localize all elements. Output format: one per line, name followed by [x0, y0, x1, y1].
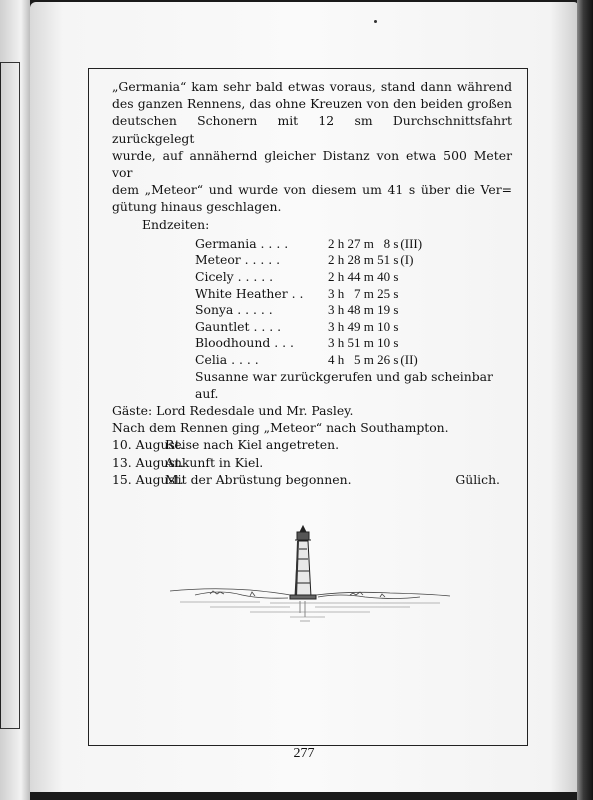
susanne-note: Susanne war zurückgerufen und gab scheinbar auf.: [195, 368, 493, 401]
result-row: [195, 351, 512, 368]
result-row: [195, 334, 512, 351]
guests-line: Gäste: Lord Redesdale und Mr. Pasley.: [112, 402, 354, 418]
placing: (III): [400, 235, 423, 251]
result-row: [195, 235, 512, 252]
yacht-name: Celia . . . .: [195, 351, 259, 367]
finish-time: 3 h 49 m 10 s: [328, 318, 399, 334]
entry-date: 13. August.: [112, 454, 184, 470]
result-row: [195, 268, 512, 285]
finish-time: 2 h 28 m 51 s: [328, 252, 399, 268]
yacht-name: Cicely . . . . .: [195, 269, 274, 285]
log-entry: [112, 436, 512, 453]
result-row: [195, 251, 512, 268]
signature: Gülich.: [455, 471, 500, 487]
result-row: [195, 285, 512, 302]
endzeiten-heading: Endzeiten:: [142, 216, 210, 232]
results-table: [195, 235, 512, 368]
yacht-name: Sonya . . . . .: [195, 302, 273, 318]
placing: (II): [400, 351, 418, 367]
yacht-name: Gauntlet . . . .: [195, 318, 282, 334]
paragraph-line: wurde, auf annähernd gleicher Distanz von etwa 500 Meter vor: [112, 147, 512, 181]
finish-time: 3 h 7 m 25 s: [328, 285, 399, 301]
log-entries: [112, 436, 512, 488]
entry-text: Mit der Abrüstung begonnen.: [165, 471, 352, 487]
finish-time: 2 h 27 m 8 s: [328, 235, 399, 251]
after-race-line: Nach dem Rennen ging „Meteor“ nach Southampton.: [112, 420, 449, 436]
paragraph-line: dem „Meteor“ und wurde von diesem um 41 s über die Ver=: [112, 182, 512, 198]
entry-date: 15. August.: [112, 471, 184, 487]
left-page-frame: [0, 62, 20, 729]
yacht-name: White Heather . .: [195, 285, 304, 301]
entry-date: 10. August.: [112, 437, 184, 453]
paragraph-line: deutschen Schonern mit 12 sm Durchschnittsfahrt zurückgelegt: [112, 113, 512, 146]
finish-time: 3 h 51 m 10 s: [328, 335, 399, 351]
paragraph-line: des ganzen Rennens, das ohne Kreuzen von den beiden großen: [112, 96, 512, 112]
page-number: 277: [293, 746, 315, 761]
placing: (I): [400, 252, 414, 268]
entry-text: Reise nach Kiel angetreten.: [165, 437, 340, 453]
yacht-name: Bloodhound . . .: [195, 335, 294, 351]
lighthouse-icon: [150, 517, 470, 637]
result-row: [195, 301, 512, 318]
finish-time: 2 h 44 m 40 s: [328, 269, 399, 285]
log-entry: [112, 471, 512, 488]
page-speck: [374, 20, 377, 23]
entry-text: Ankunft in Kiel.: [165, 454, 264, 470]
page-text: [112, 78, 512, 488]
paragraph-line: „Germania“ kam sehr bald etwas voraus, stand dann während: [112, 79, 512, 94]
paragraph-line: gütung hinaus geschlagen.: [112, 199, 282, 215]
book-spine-shadow: [577, 0, 593, 800]
race-paragraph: [112, 78, 512, 216]
finish-time: 3 h 48 m 19 s: [328, 302, 399, 318]
yacht-name: Meteor . . . . .: [195, 252, 281, 268]
left-page-edge: [0, 0, 30, 800]
finish-time: 4 h 5 m 26 s: [328, 351, 399, 367]
yacht-name: Germania . . . .: [195, 235, 289, 251]
book-page: [30, 2, 578, 792]
result-row: [195, 318, 512, 335]
log-entry: [112, 454, 512, 471]
